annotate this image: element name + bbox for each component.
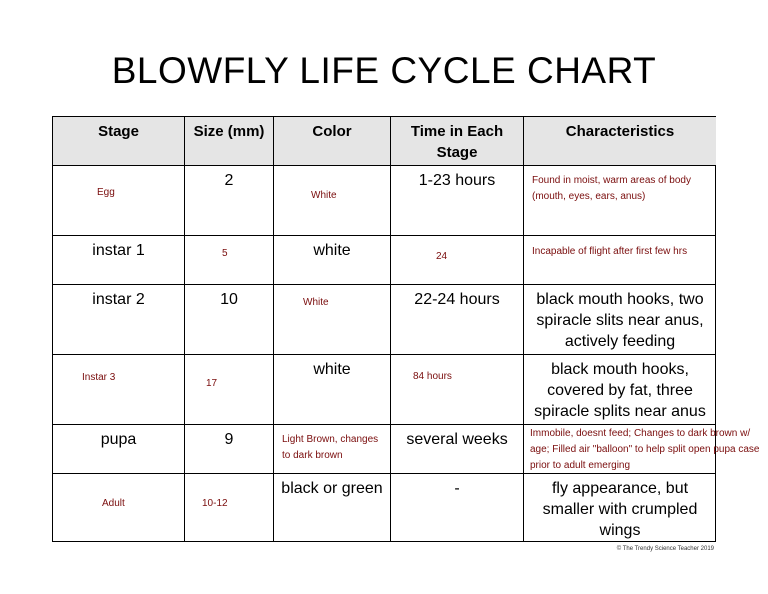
pupa-characteristics-note: Immobile, doesnt feed; Changes to dark brown w/ age; Filled air "balloon" to help split open pupa case prior to adult emerging	[530, 428, 760, 471]
row-instar1-color: white	[274, 236, 391, 285]
row-pupa-time: several weeks	[391, 425, 524, 474]
row-egg-size: 2	[185, 166, 274, 236]
header-stage: Stage	[53, 117, 185, 166]
header-time: Time in Each Stage	[391, 117, 524, 166]
row-adult-color: black or green	[274, 474, 391, 542]
row-instar2-stage: instar 2	[53, 285, 185, 355]
header-characteristics: Characteristics	[524, 117, 716, 166]
row-instar3-color: white	[274, 355, 391, 425]
row-instar3-stage: Instar 3	[53, 355, 185, 425]
page-title: BLOWFLY LIFE CYCLE CHART	[111, 50, 657, 91]
row-adult-time: -	[391, 474, 524, 542]
row-instar1-size: 5	[185, 236, 274, 285]
row-instar1-stage: instar 1	[53, 236, 185, 285]
row-instar1-characteristics: Incapable of flight after first few hrs	[524, 236, 716, 285]
life-cycle-table	[52, 116, 716, 542]
header-size: Size (mm)	[185, 117, 274, 166]
row-adult-size: 10-12	[185, 474, 274, 542]
row-instar2-characteristics: black mouth hooks, two spiracle slits near anus, actively feeding	[524, 285, 716, 355]
row-pupa-color: Light Brown, changes to dark brown	[274, 425, 391, 474]
copyright-footer: © The Trendy Science Teacher 2019	[616, 546, 714, 552]
row-instar3-size: 17	[185, 355, 274, 425]
row-pupa-stage: pupa	[53, 425, 185, 474]
row-instar2-size: 10	[185, 285, 274, 355]
row-instar2-time: 22-24 hours	[391, 285, 524, 355]
header-color: Color	[274, 117, 391, 166]
row-egg-characteristics: Found in moist, warm areas of body (mouth, eyes, ears, anus)	[524, 166, 716, 236]
row-egg-color: White	[274, 166, 391, 236]
row-pupa-size: 9	[185, 425, 274, 474]
row-instar1-time: 24	[391, 236, 524, 285]
row-instar3-characteristics: black mouth hooks, covered by fat, three spiracle splits near anus	[524, 355, 716, 425]
row-egg-stage: Egg	[53, 166, 185, 236]
row-adult-characteristics: fly appearance, but smaller with crumpled wings	[542, 480, 698, 539]
row-instar3-time: 84 hours	[391, 355, 524, 425]
row-instar2-color: White	[274, 285, 391, 355]
row-egg-time: 1-23 hours	[391, 166, 524, 236]
row-adult-stage: Adult	[53, 474, 185, 542]
